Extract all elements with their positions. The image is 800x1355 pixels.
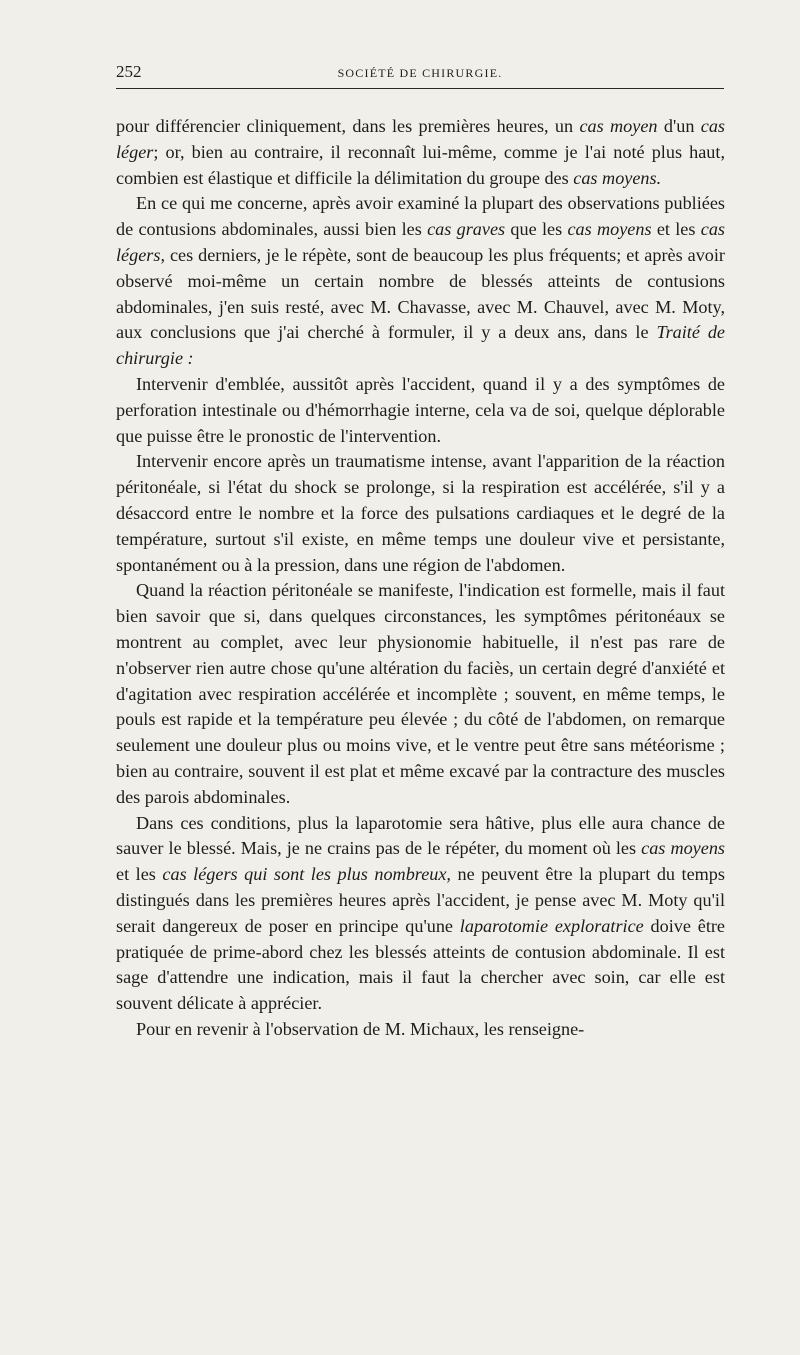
italic-run: cas léger xyxy=(116,116,726,162)
text-run: Dans ces conditions, plus la laparotomie sera hâtive, plus elle aura chance de sauver le blessé. Mais, je ne crains pas de le répéter, du moment où les xyxy=(116,812,725,859)
italic-run: cas légers qui sont les plus nombreux, xyxy=(162,864,451,885)
paragraph-6 xyxy=(116,811,725,1017)
paragraph-1 xyxy=(116,114,725,191)
italic-run: cas moyens xyxy=(567,219,652,240)
paragraph-7 xyxy=(116,1017,725,1043)
italic-run: Traité de chirurgie : xyxy=(116,322,725,369)
italic-run: laparotomie exploratrice xyxy=(459,915,644,936)
italic-run: cas moyens. xyxy=(573,167,662,188)
paragraph-2 xyxy=(116,191,725,372)
text-run: que les xyxy=(505,219,568,240)
text-run: d'un xyxy=(657,116,701,136)
italic-run: cas graves xyxy=(427,219,506,240)
paragraph-4 xyxy=(116,449,725,578)
text-run: Intervenir d'emblée, aussitôt après l'accident, quand il y a des symptômes de perforation intestinale ou d'hémorrhagie interne, cela va de soi, quelque déplorable que puisse être le pronostic de l'intervention. xyxy=(116,373,725,446)
text-run: ; or, bien au contraire, il reconnaît lui-même, comme je l'ai noté plus haut, combien est élastique et difficile la délimitation du groupe des xyxy=(116,141,725,188)
text-run: doive être pratiquée de prime-abord chez les blessés atteints de contusion abdominale. Il est sage d'attendre une indication, mais il faut la chercher avec soin, car elle est souvent délicate à apprécier. xyxy=(116,915,726,1014)
page-number: 252 xyxy=(116,62,142,81)
running-title: SOCIÉTÉ DE CHIRURGIE. xyxy=(337,66,503,80)
text-run: et les xyxy=(651,219,701,240)
paragraph-3 xyxy=(116,372,725,449)
text-run: Quand la réaction péritonéale se manifeste, l'indication est formelle, mais il faut bien savoir que si, dans quelques circonstances, les symptômes péritonéaux se montrent au complet, avec leur physionomie habituelle, il n'est pas rare de n'observer rien autre chose qu'une altération du faciès, un certain degré d'anxiété et d'agitation avec respiration accélérée et incomplète ; souvent, en même temps, le pouls est rapide et la température peu élevée ; du côté de l'abdomen, on remarque seulement une douleur plus ou moins vive, et le ventre peut être sans météorisme ; bien au contraire, souvent il est plat et même excavé par la contracture des muscles des parois abdominales. xyxy=(116,580,725,807)
text-run: Pour en revenir à l'observation de M. Michaux, les renseigne- xyxy=(136,1018,585,1039)
text-run: ne peuvent être la plupart du temps distingués dans les premières heures après l'accident, je pense avec M. Moty qu'il serait dangereux de poser en principe qu'une xyxy=(116,864,725,936)
italic-run: cas moyens xyxy=(641,838,725,859)
text-run: En ce qui me concerne, après avoir examiné la plupart des observations publiées de contusions abdominales, aussi bien les xyxy=(116,193,725,240)
italic-run: cas légers, xyxy=(116,219,725,265)
paragraph-5 xyxy=(116,578,725,810)
text-run: Intervenir encore après un traumatisme intense, avant l'apparition de la réaction péritonéale, si l'état du shock se prolonge, si la respiration est accélérée, s'il y a désaccord entre le nombre et la force des pulsations cardiaques et le degré de la température, surtout s'il existe, en même temps une douleur vive et persistante, spontanément ou à la pression, dans une région de l'abdomen. xyxy=(116,451,725,575)
body-text xyxy=(116,114,725,1043)
text-run: pour différencier cliniquement, dans les premières heures, un xyxy=(116,116,580,136)
text-run: ces derniers, je le répète, sont de beaucoup les plus fréquents; et après avoir observé moi-même un certain nombre de blessés atteints de contusions abdominales, j'en suis resté, avec M. Chavasse, avec M. Chauvel, avec M. Moty, aux conclusions que j'ai cherché à formuler, il y a deux ans, dans le xyxy=(116,244,725,343)
page-header xyxy=(116,62,724,89)
italic-run: cas moyen xyxy=(579,116,658,136)
text-run: et les xyxy=(116,864,163,885)
